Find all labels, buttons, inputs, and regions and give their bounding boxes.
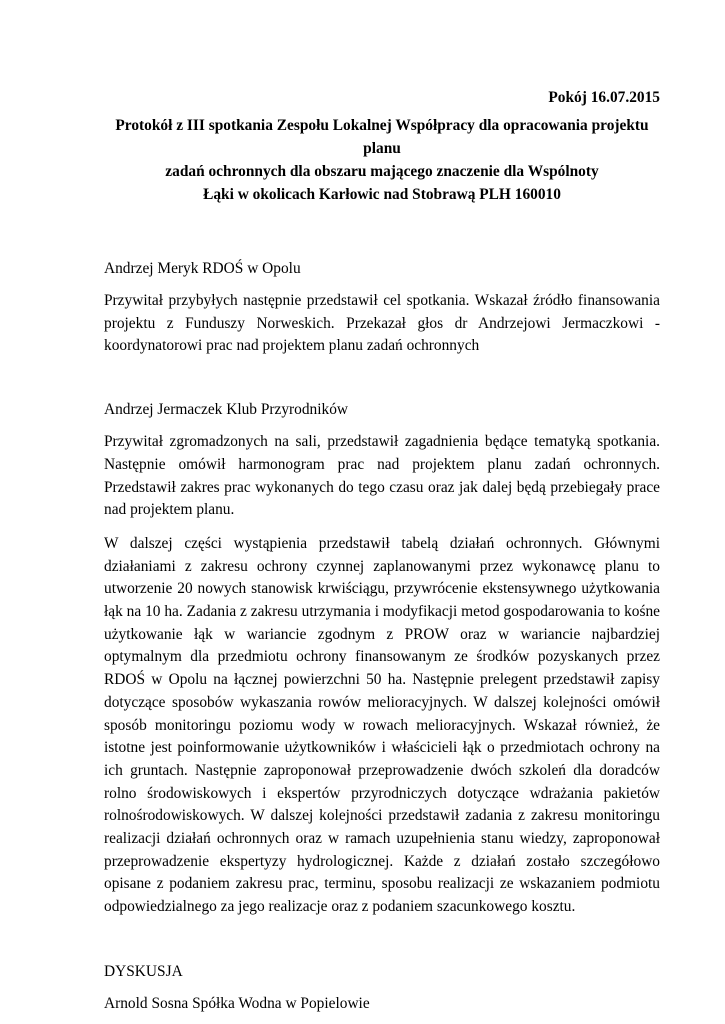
speaker-heading: Andrzej Meryk RDOŚ w Opolu [104,260,301,277]
document-date: Pokój 16.07.2015 [548,89,660,106]
title-line: Protokół z III spotkania Zespołu Lokalnej Współpracy dla opracowania projektu planu [115,117,649,157]
paragraph: W dalszej części wystąpienia przedstawił tabelą działań ochronnych. Głównymi działaniami z zakresu ochrony czynnej zaplanowanymi przez wykonawcę planu to utworzenie 20 nowych stanowisk krwiściągu, przywrócenie ekstensywnego użytkowania łąk na 10 ha. Zadania z zakresu utrzymania i modyfikacji metod gospodarowania to kośne użytkowanie łąk w wariancie zgodnym z PROW oraz w wariancie najbardziej optymalnym dla przedmiotu ochrony finansowanym ze środków pozyskanych przez RDOŚ w Opolu na łącznej powierzchni 50 ha. Następnie prelegent przedstawił zapisy dotyczące sposobów wykaszania rowów melioracyjnych. W dalszej kolejności omówił sposób monitoringu poziomu wody w rowach melioracyjnych. Wskazał również, że istotne jest poinformowanie użytkowników i właścicieli łąk o przedmiotach ochrony na ich gruntach. Następnie zaproponował przeprowadzenie dwóch szkoleń dla doradców rolno środowiskowych i ekspertów przyrodniczych dotyczące wdrażania pakietów rolnośrodowiskowych. W dalszej kolejności przedstawił zadania z zakresu monitoringu realizacji działań ochronnych oraz w ramach uzupełnienia stanu wiedzy, zaproponował przeprowadzenie ekspertyzy hydrologicznej. Każde z działań zostało szczegółowo opisane z podaniem zakresu prac, terminu, sposobu realizacji ze wskazaniem podmiotu odpowiedzialnego za jego realizacje oraz z podaniem szacunkowego kosztu. [104,534,660,916]
paragraph: Przywitał zgromadzonych na sali, przedstawił zagadnienia będące tematyką spotkania. Następnie omówił harmonogram prac nad projektem planu zadań ochronnych. Przedstawił zakres prac wykonanych do tego czasu oraz jak dalej będą przebiegały prace nad projektem planu. [104,433,660,519]
title-line: Łąki w okolicach Karłowic nad Stobrawą PLH 160010 [203,186,561,203]
document-page [104,86,660,1015]
discussion-heading: DYSKUSJA [104,962,183,980]
document-title [104,114,660,206]
speaker-heading: Andrzej Jermaczek Klub Przyrodników [104,401,349,419]
title-line: zadań ochronnych dla obszaru mającego znaczenie dla Wspólnoty [165,163,599,180]
speaker-heading: Arnold Sosna Spółka Wodna w Popielowie [104,994,370,1012]
paragraph: Przywitał przybyłych następnie przedstawił cel spotkania. Wskazał źródło finansowania projektu z Funduszy Norweskich. Przekazał głos dr Andrzejowi Jermaczkowi - koordynatorowi prac nad projektem planu zadań ochronnych [104,292,660,355]
